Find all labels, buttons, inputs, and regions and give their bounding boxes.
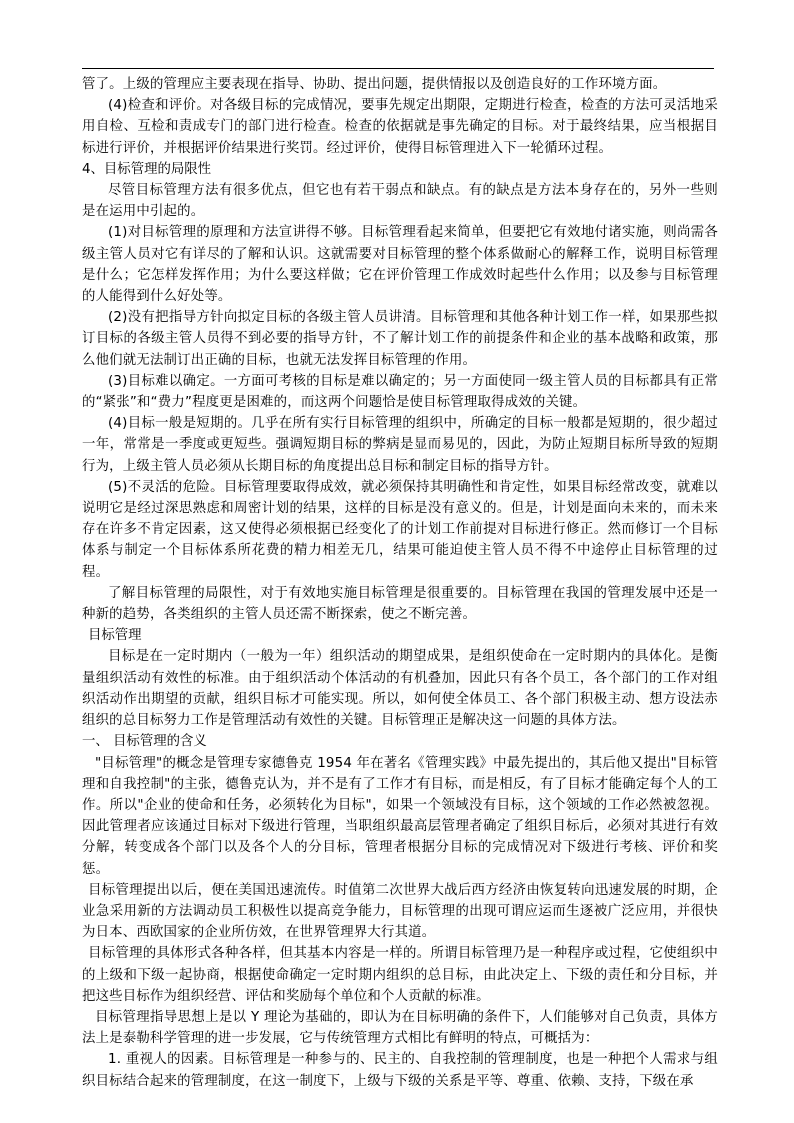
header-rule	[82, 68, 714, 69]
paragraph: 目标管理指导思想上是以 Y 理论为基础的，即认为在目标明确的条件下，人们能够对自己负责，具体方法上是泰勒科学管理的进一步发展，它与传统管理方式相比有鲜明的特点，可概括为：	[82, 1009, 718, 1047]
paragraph: (3)目标难以确定。一方面可考核的目标是难以确定的；另一方面使同一级主管人员的目标都具有正常的“紧张”和“费力”程度更是困难的，而这两个问题恰是使目标管理取得成效的关键。	[82, 373, 718, 411]
paragraph: 尽管目标管理方法有很多优点，但它也有若干弱点和缺点。有的缺点是方法本身存在的，另外一些则是在运用中引起的。	[82, 183, 718, 220]
paragraph: (5)不灵活的危险。目标管理要取得成效，就必须保持其明确性和肯定性，如果目标经常改变，就难以说明它是经过深思熟虑和周密计划的结果，这样的目标是没有意义的。但是，计划是面向未来的，而未来存在许多不肯定因素，这又使得必须根据已经变化了的计划工作前提对目标进行修正。然而修订一个目标体系与制定一个目标体系所花费的精力相差无几，结果可能迫使主管人员不得不中途停止目标管理的过程。	[82, 479, 718, 580]
paragraph: 目标管理的具体形式各种各样，但其基本内容是一样的。所谓目标管理乃是一种程序或过程，它使组织中的上级和下级一起协商，根据使命确定一定时期内组织的总目标，由此决定上、下级的责任和分目标，并把这些目标作为组织经营、评估和奖励每个单位和个人贡献的标准。	[82, 946, 718, 1004]
paragraph: (4)检查和评价。对各级目标的完成情况，要事先规定出期限，定期进行检查，检查的方法可灵活地采用自检、互检和责成专门的部门进行检查。检查的依据就是事先确定的目标。对于最终结果，应当根据目标进行评价，并根据评价结果进行奖罚。经过评价，使得目标管理进入下一轮循环过程。	[82, 98, 718, 156]
document-body	[82, 74, 718, 1092]
section-heading: 目标管理	[88, 628, 142, 644]
paragraph: 目标是在一定时期内（一般为一年）组织活动的期望成果，是组织使命在一定时期内的具体化。是衡量组织活动有效性的标准。由于组织活动个体活动的有机叠加，因此只有各个员工，各个部门的工作对组织活动作出期望的贡献，组织目标才可能实现。所以，如何使全体员工、各个部门积极主动、想方设法赤组织的总目标努力工作是管理活动有效性的关键。目标管理正是解决这一问题的具体方法。	[82, 649, 718, 729]
paragraph: (1)对目标管理的原理和方法宣讲得不够。目标管理看起来简单，但要把它有效地付诸实施，则尚需各级主管人员对它有详尽的了解和认识。这就需要对目标管理的整个体系做耐心的解释工作，说明目标管理是什么；它怎样发挥作用；为什么要这样做；它在评价管理工作成效时起些什么作用；以及参与目标管理的人能得到什么好处等。	[82, 225, 718, 305]
section-heading: 一、 目标管理的含义	[82, 734, 207, 750]
paragraph: (2)没有把指导方针向拟定目标的各级主管人员讲清。目标管理和其他各种计划工作一样，如果那些拟订目标的各级主管人员得不到必要的指导方针，不了解计划工作的前提条件和企业的基本战略和政策，那么他们就无法制订出正确的目标，也就无法发挥目标管理的作用。	[82, 310, 718, 368]
paragraph: "目标管理"的概念是管理专家德鲁克 1954 年在著名《管理实践》中最先提出的，其后他又提出"目标管理和自我控制"的主张，德鲁克认为，并不是有了工作才有目标，而是相反，有了目标才能确定每个人的工作。所以"企业的使命和任务，必须转化为目标"，如果一个领域没有目标，这个领域的工作必然被忽视。因此管理者应该通过目标对下级进行管理，当职组织最高层管理者确定了组织目标后，必须对其进行有效分解，转变成各个部门以及各个人的分目标，管理者根据分目标的完成情况对下级进行考核、评价和奖惩。	[82, 755, 718, 877]
paragraph: 管了。上级的管理应主要表现在指导、协助、提出问题，提供情报以及创造良好的工作环境方面。	[82, 77, 667, 92]
section-heading: 4、目标管理的局限性	[82, 161, 212, 177]
paragraph: (4)目标一般是短期的。几乎在所有实行目标管理的组织中，所确定的目标一般都是短期的，很少超过一年，常常是一季度或更短些。强调短期目标的弊病是显而易见的，因此，为防止短期目标所导致的短期行为，上级主管人员必须从长期目标的角度提出总目标和制定目标的指导方针。	[82, 416, 718, 474]
paragraph: 了解目标管理的局限性，对于有效地实施目标管理是很重要的。目标管理在我国的管理发展中还是一种新的趋势，各类组织的主管人员还需不断探索，使之不断完善。	[82, 585, 718, 623]
paragraph: 目标管理提出以后，便在美国迅速流传。时值第二次世界大战后西方经济由恢复转向迅速发展的时期，企业急采用新的方法调动员工积极性以提高竞争能力，目标管理的出现可谓应运而生逐被广泛应用，并很快为日本、西欧国家的企业所仿效，在世界管理界大行其道。	[82, 882, 718, 941]
paragraph: 1. 重视人的因素。目标管理是一种参与的、民主的、自我控制的管理制度，也是一种把个人需求与组织目标结合起来的管理制度，在这一制度下，上级与下级的关系是平等、尊重、依赖、支持，下级在承	[82, 1052, 718, 1089]
